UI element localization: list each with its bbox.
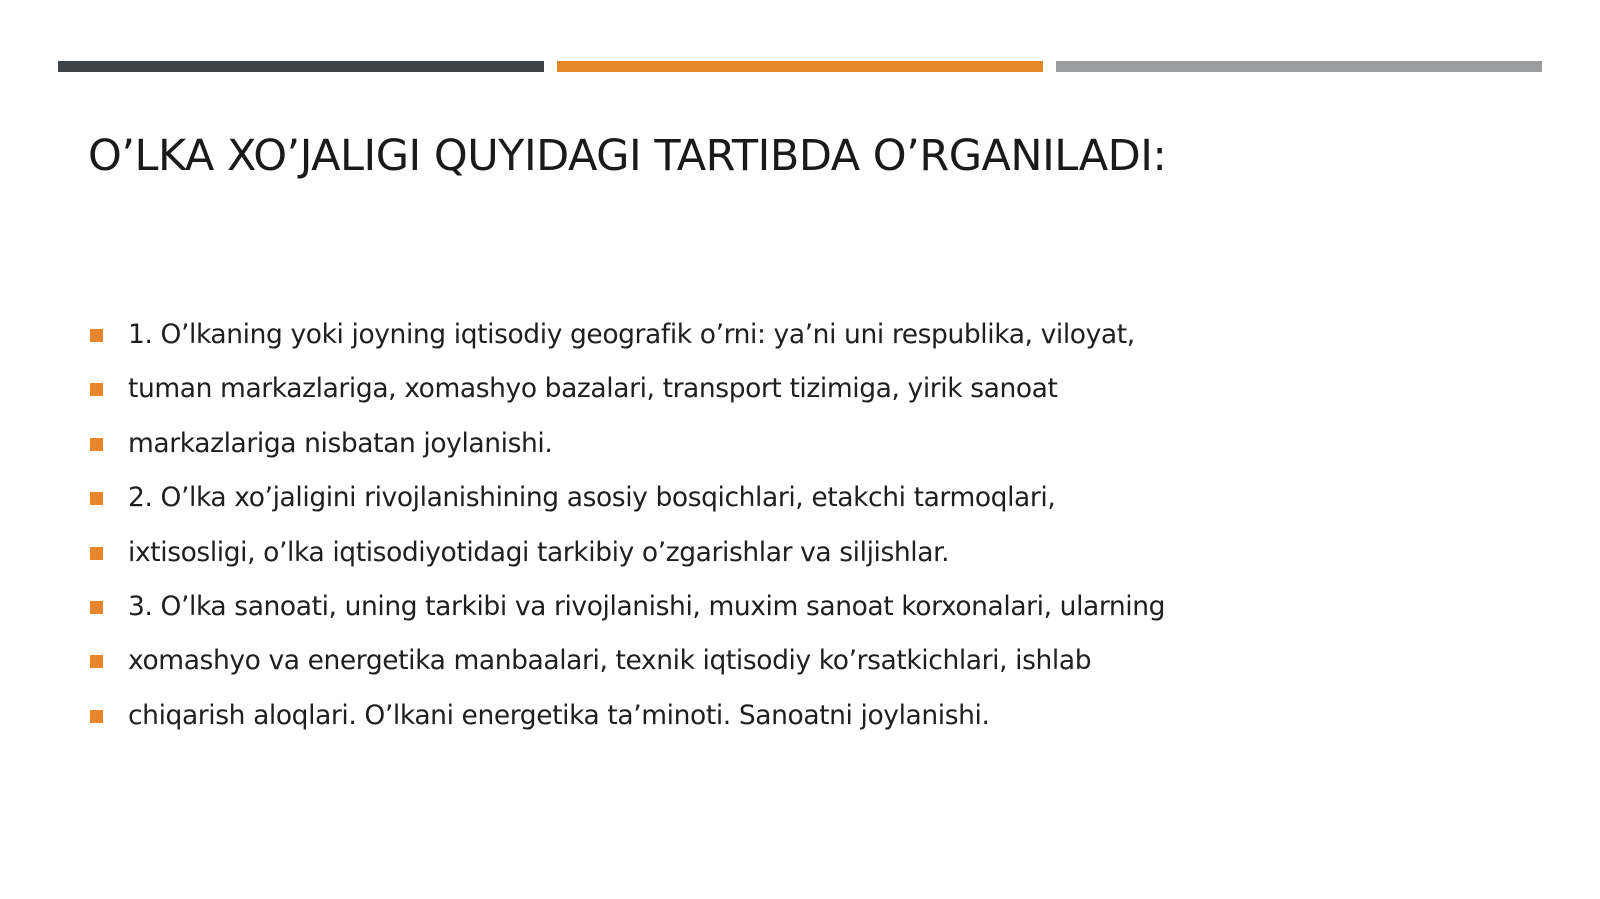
bullet-text: tuman markazlariga, xomashyo bazalari, transport tizimiga, yirik sanoat (128, 373, 1058, 405)
bullet-item (88, 639, 1538, 693)
bullet-item (88, 531, 1538, 585)
bullet-text: 2. O’lka xo’jaligini rivojlanishining asosiy bosqichlari, etakchi tarmoqlari, (128, 482, 1056, 514)
slide-title: O’LKA XO’JALIGI QUYIDAGI TARTIBDA O’RGANILADI: (88, 131, 1167, 181)
header-bar-gray (1056, 61, 1542, 72)
square-bullet-icon (90, 601, 103, 614)
bullet-text: markazlariga nisbatan joylanishi. (128, 427, 553, 459)
header-bar-orange (557, 61, 1043, 72)
bullet-text: 3. O’lka sanoati, uning tarkibi va rivojlanishi, muxim sanoat korxonalari, ularning (128, 590, 1166, 622)
bullet-item (88, 476, 1538, 530)
bullet-list (88, 313, 1538, 748)
bullet-text: ixtisosligi, o’lka iqtisodiyotidagi tarkibiy o’zgarishlar va siljishlar. (128, 536, 950, 568)
square-bullet-icon (90, 655, 103, 668)
bullet-item (88, 313, 1538, 367)
bullet-item (88, 694, 1538, 748)
bullet-item (88, 585, 1538, 639)
bullet-item (88, 422, 1538, 476)
square-bullet-icon (90, 438, 103, 451)
square-bullet-icon (90, 492, 103, 505)
bullet-item (88, 367, 1538, 421)
bullet-text: chiqarish aloqlari. O’lkani energetika ta’minoti. Sanoatni joylanishi. (128, 699, 990, 731)
square-bullet-icon (90, 329, 103, 342)
bullet-text: xomashyo va energetika manbaalari, texnik iqtisodiy ko’rsatkichlari, ishlab (128, 645, 1092, 677)
square-bullet-icon (90, 383, 103, 396)
bullet-text: 1. O’lkaning yoki joyning iqtisodiy geografik o’rni: ya’ni uni respublika, viloyat, (128, 319, 1135, 350)
header-bar-dark (58, 61, 544, 72)
square-bullet-icon (90, 710, 103, 723)
square-bullet-icon (90, 547, 103, 560)
